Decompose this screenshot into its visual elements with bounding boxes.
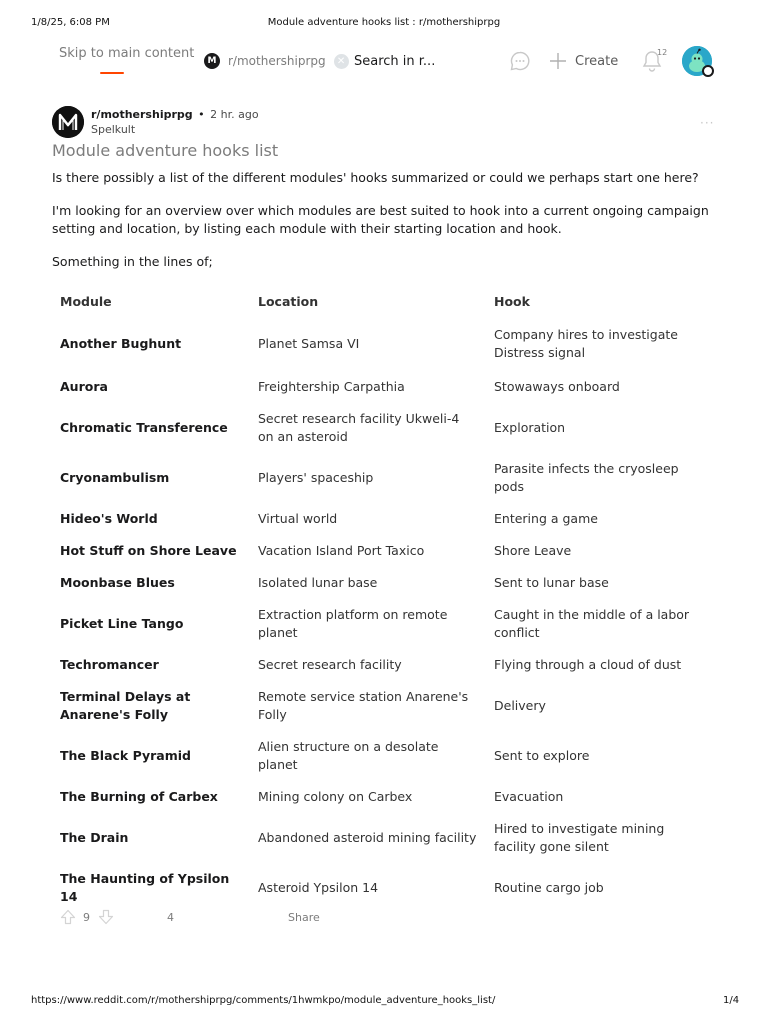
module-cell: The Burning of Carbex [60, 789, 218, 804]
location-cell: Secret research facility Ukweli-4 on an asteroid [258, 411, 460, 444]
location-cell: Planet Samsa VI [258, 336, 360, 351]
user-avatar[interactable] [682, 46, 712, 76]
post-title: Module adventure hooks list [52, 141, 279, 160]
top-navigation-bar [0, 40, 768, 88]
table-row [52, 813, 712, 863]
hook-cell: Exploration [494, 420, 566, 435]
online-status-icon [702, 65, 714, 77]
module-cell: The Drain [60, 830, 129, 845]
skip-link-focus-indicator [100, 72, 124, 74]
search-scope-label: r/mothershiprpg [228, 54, 326, 68]
location-cell: Isolated lunar base [258, 575, 378, 590]
module-cell: Hideo's World [60, 511, 158, 526]
upvote-button[interactable] [60, 909, 76, 928]
table-row [52, 649, 712, 681]
comments-button[interactable]: 4 [167, 911, 174, 924]
post-paragraph: Is there possibly a list of the different modules' hooks summarized or could we perhaps start one here? [52, 170, 699, 185]
location-cell: Remote service station Anarene's Folly [258, 689, 469, 722]
post-paragraph: Something in the lines of; [52, 254, 213, 269]
hook-cell: Caught in the middle of a labor conflict [494, 607, 690, 640]
location-cell: Vacation Island Port Taxico [258, 543, 425, 558]
meta-separator: • [198, 108, 205, 121]
table-row [52, 599, 712, 649]
table-row [52, 731, 712, 781]
more-options-button[interactable]: ··· [700, 116, 715, 130]
post-paragraph: I'm looking for an overview over which modules are best suited to hook into a current ongoing campaign setting and location, by listing each module with their starting location and hook. [52, 203, 709, 236]
author-link[interactable]: Spelkult [91, 123, 136, 136]
print-header [0, 17, 768, 31]
module-cell: Terminal Delays at Anarene's Folly [60, 689, 191, 722]
table-row [52, 453, 712, 503]
hook-cell: Shore Leave [494, 543, 572, 558]
location-cell: Extraction platform on remote planet [258, 607, 448, 640]
subreddit-link[interactable]: r/mothershiprpg [91, 108, 193, 121]
hook-cell: Hired to investigate mining facility gone silent [494, 821, 665, 854]
location-cell: Freightership Carpathia [258, 379, 405, 394]
module-cell: The Haunting of Ypsilon 14 [60, 871, 230, 904]
module-cell: The Black Pyramid [60, 748, 191, 763]
table-header-row [52, 287, 712, 317]
location-cell: Secret research facility [258, 657, 402, 672]
module-cell: Another Bughunt [60, 336, 182, 351]
search-input[interactable] [350, 51, 478, 71]
column-header-module: Module [60, 294, 112, 309]
location-cell: Alien structure on a desolate planet [258, 739, 439, 772]
column-header-hook: Hook [494, 294, 530, 309]
post-body [52, 169, 712, 271]
downvote-button[interactable] [98, 909, 114, 928]
module-cell: Moonbase Blues [60, 575, 175, 590]
table-row [52, 681, 712, 731]
hook-cell: Sent to lunar base [494, 575, 609, 590]
module-cell: Techromancer [60, 657, 159, 672]
subreddit-avatar[interactable] [52, 106, 84, 138]
vote-score: 9 [83, 911, 90, 924]
hook-cell: Parasite infects the cryosleep pods [494, 461, 679, 494]
create-post-button[interactable] [549, 50, 618, 72]
subreddit-icon: M [204, 53, 220, 69]
table-row [52, 403, 712, 453]
chat-icon [509, 50, 531, 72]
hook-cell: Stowaways onboard [494, 379, 620, 394]
print-url: https://www.reddit.com/r/mothershiprpg/comments/1hwmkpo/module_adventure_hooks_list/ [31, 995, 496, 1006]
hook-cell: Sent to explore [494, 748, 590, 763]
column-header-location: Location [258, 294, 319, 309]
module-cell: Chromatic Transference [60, 420, 228, 435]
hook-cell: Entering a game [494, 511, 598, 526]
table-row [52, 567, 712, 599]
print-datetime: 1/8/25, 6:08 PM [31, 17, 110, 28]
chat-button[interactable] [509, 50, 531, 72]
module-cell: Cryonambulism [60, 470, 170, 485]
location-cell: Mining colony on Carbex [258, 789, 413, 804]
hook-cell: Flying through a cloud of dust [494, 657, 682, 672]
table-row [52, 371, 712, 403]
search-scope-chip[interactable] [204, 52, 349, 70]
location-cell: Asteroid Ypsilon 14 [258, 880, 379, 895]
print-page-number: 1/4 [723, 995, 740, 1006]
location-cell: Players' spaceship [258, 470, 374, 485]
module-cell: Hot Stuff on Shore Leave [60, 543, 237, 558]
table-row [52, 503, 712, 535]
module-cell: Picket Line Tango [60, 616, 184, 631]
module-hooks-table [52, 287, 712, 913]
table-row [52, 317, 712, 371]
mothership-logo-icon [52, 106, 84, 138]
location-cell: Virtual world [258, 511, 338, 526]
post-timestamp: 2 hr. ago [210, 108, 259, 121]
hook-cell: Company hires to investigate Distress signal [494, 327, 678, 360]
table-row [52, 863, 712, 913]
table-row [52, 781, 712, 813]
hook-cell: Routine cargo job [494, 880, 604, 895]
upvote-arrow-icon [60, 909, 76, 925]
hook-cell: Delivery [494, 698, 546, 713]
notification-count-badge: 12 [657, 48, 668, 57]
hook-cell: Evacuation [494, 789, 564, 804]
post-meta-line [91, 108, 259, 121]
table-row [52, 535, 712, 567]
clear-scope-icon[interactable]: ✕ [334, 54, 349, 69]
skip-to-main-content-link[interactable]: Skip to main content [59, 46, 195, 61]
print-page-title: Module adventure hooks list : r/mothershiprpg [267, 17, 501, 28]
share-button[interactable]: Share [288, 911, 320, 924]
module-cell: Aurora [60, 379, 108, 394]
create-label: Create [575, 53, 619, 69]
plus-icon [549, 52, 567, 70]
location-cell: Abandoned asteroid mining facility [258, 830, 477, 845]
downvote-arrow-icon [98, 909, 114, 925]
